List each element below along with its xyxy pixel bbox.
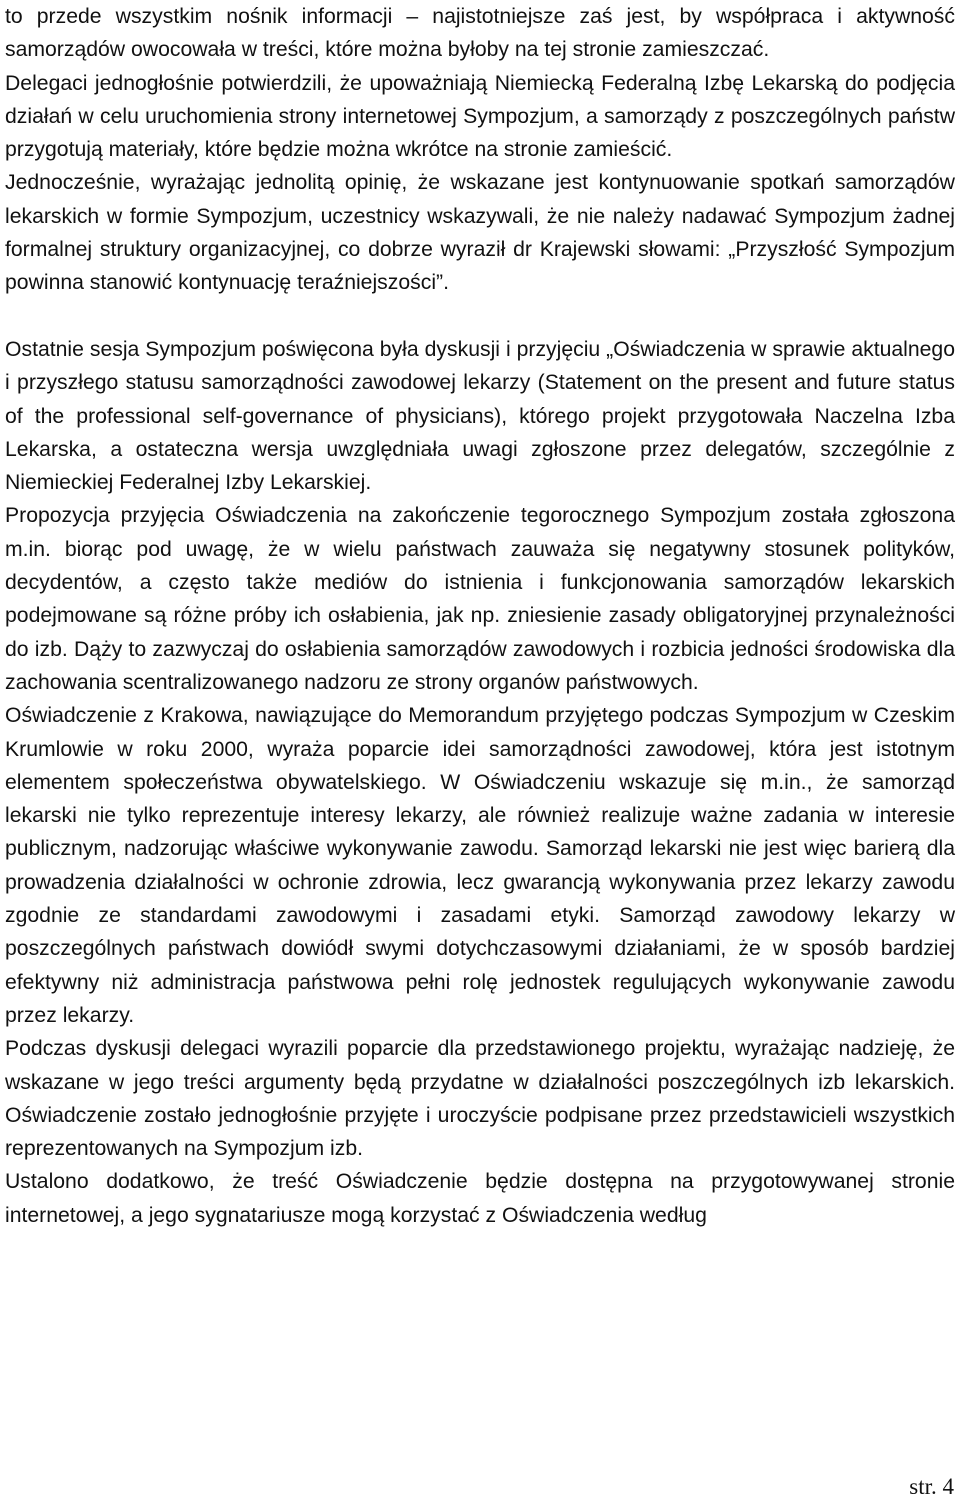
paragraph-proposal: Propozycja przyjęcia Oświadczenia na zakończenie tegorocznego Sympozjum została zgłoszona m.in. biorąc pod uwagę, że w wielu państwach zauważa się negatywny stosunek polityków, decydentów, a często także mediów do istnienia i funkcjonowania samorządów lekarskich podejmowane są różne próby ich osłabienia, jak np. zniesienie zasady obligatoryjnej przynależności do izb. Dąży to zazwyczaj do osłabienia samorządów zawodowych i rozbicia jedności środowiska dla zachowania scentralizowanego nadzoru ze strony organów państwowych. (5, 504, 955, 694)
paragraph-spacer (5, 300, 955, 333)
page-number: str. 4 (909, 1474, 954, 1499)
paragraph-intro-continuation: to przede wszystkim nośnik informacji – najistotniejsze zaś jest, by współpraca i aktywność samorządów owocowała w treści, które można byłoby na tej stronie zamieszczać. (5, 5, 955, 62)
paragraph-discussion: Podczas dyskusji delegaci wyrazili poparcie dla przedstawionego projektu, wyrażając nadzieję, że wskazane w jego treści argumenty będą przydatne w działalności poszczególnych izb lekarskich. Oświadczenie zostało jednogłośnie przyjęte i uroczyście podpisane przez przedstawicieli wszystkich reprezentowanych na Sympozjum izb. (5, 1037, 955, 1161)
paragraph-delegates-website: Delegaci jednogłośnie potwierdzili, że upoważniają Niemiecką Federalną Izbę Lekarską do podjęcia działań w celu uruchomienia strony internetowej Sympozjum, a samorządy z poszczególnych państw przygotują materiały, które będzie można wkrótce na stronie zamieścić. (5, 71, 955, 162)
paragraph-continuation-opinion: Jednocześnie, wyrażając jednolitą opinię, że wskazane jest kontynuowanie spotkań samorządów lekarskich w formie Sympozjum, uczestnicy wskazywali, że nie należy nadawać Sympozjum żadnej formalnej struktury organizacyjnej, co dobrze wyraził dr Krajewski słowami: „Przyszłość Sympozjum powinna stanowić kontynuację teraźniejszości”. (5, 171, 955, 295)
paragraph-krakow-statement: Oświadczenie z Krakowa, nawiązujące do Memorandum przyjętego podczas Sympozjum w Czeskim Krumlowie w roku 2000, wyraża poparcie idei samorządności zawodowej, która jest istotnym elementem społeczeństwa obywatelskiego. W Oświadczeniu wskazuje się m.in., że samorząd lekarski nie tylko reprezentuje interesy lekarzy, ale również realizuje ważne zadania w interesie publicznym, nadzorując właściwe wykonywanie zawodu. Samorząd lekarski nie jest więc barierą dla prowadzenia działalności w ochronie zdrowia, lecz gwarancją wykonywania przez lekarzy zawodu zgodnie ze standardami zawodowymi i zasadami etyki. Samorząd zawodowy lekarzy w poszczególnych państwach dowiódł swymi dotychczasowymi działaniami, że w sposób bardziej efektywny niż administracja państwowa pełni rolę jednostek regulujących wykonywanie zawodu przez lekarzy. (5, 704, 955, 1027)
paragraph-additional: Ustalono dodatkowo, że treść Oświadczenie będzie dostępna na przygotowywanej stronie internetowej, a jego sygnatariusze mogą korzystać z Oświadczenia według (5, 1170, 955, 1227)
document-body (5, 0, 955, 1232)
paragraph-last-session: Ostatnie sesja Sympozjum poświęcona była dyskusji i przyjęciu „Oświadczenia w sprawie aktualnego i przyszłego statusu samorządności zawodowej lekarzy (Statement on the present and future status of the professional self-governance of physicians), którego projekt przygotowała Naczelna Izba Lekarska, a ostateczna wersja uwzględniała uwagi zgłoszone przez delegatów, szczególnie z Niemieckiej Federalnej Izby Lekarskiej. (5, 337, 955, 495)
